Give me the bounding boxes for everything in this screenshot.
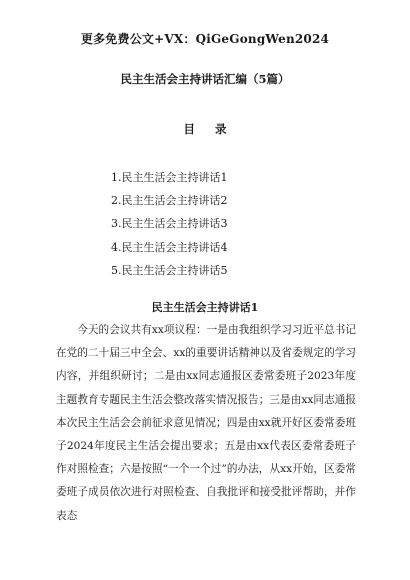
table-of-contents	[111, 166, 228, 282]
body-paragraph: 今天的会议共有xx项议程：一是由我组织学习习近平总书记在党的二十届三中全会、xx的重要讲话精神以及省委规定的学习内容，并组织研讨；二是由xx同志通报区委常委班子2023年度主题教育专题民主生活会整改落实情况报告；三是由xx同志通报本次民主生活会会前征求意见情况；四是由xx就开好区委常委班子2024年度民主生活会提出要求；五是由xx代表区委常委班子作对照检查；六是按照“一个一个过”的办法，从xx开始，区委常委班子成员依次进行对照检查、自我批评和接受批评帮助，并作表态	[56, 324, 356, 522]
document-title: 民主生活会主持讲话汇编（5篇）	[120, 72, 290, 86]
toc-item: 2.民主生活会主持讲话2	[111, 194, 228, 208]
toc-item: 5.民主生活会主持讲话5	[111, 263, 228, 277]
toc-heading: 目 录	[183, 122, 235, 136]
section-title: 民主生活会主持讲话1	[151, 301, 259, 314]
toc-item: 3.民主生活会主持讲话3	[111, 217, 228, 231]
toc-item: 4.民主生活会主持讲话4	[111, 240, 228, 254]
toc-item: 1.民主生活会主持讲话1	[111, 171, 228, 184]
promo-header: 更多免费公文+VX：QiGeGongWen2024	[80, 32, 330, 46]
